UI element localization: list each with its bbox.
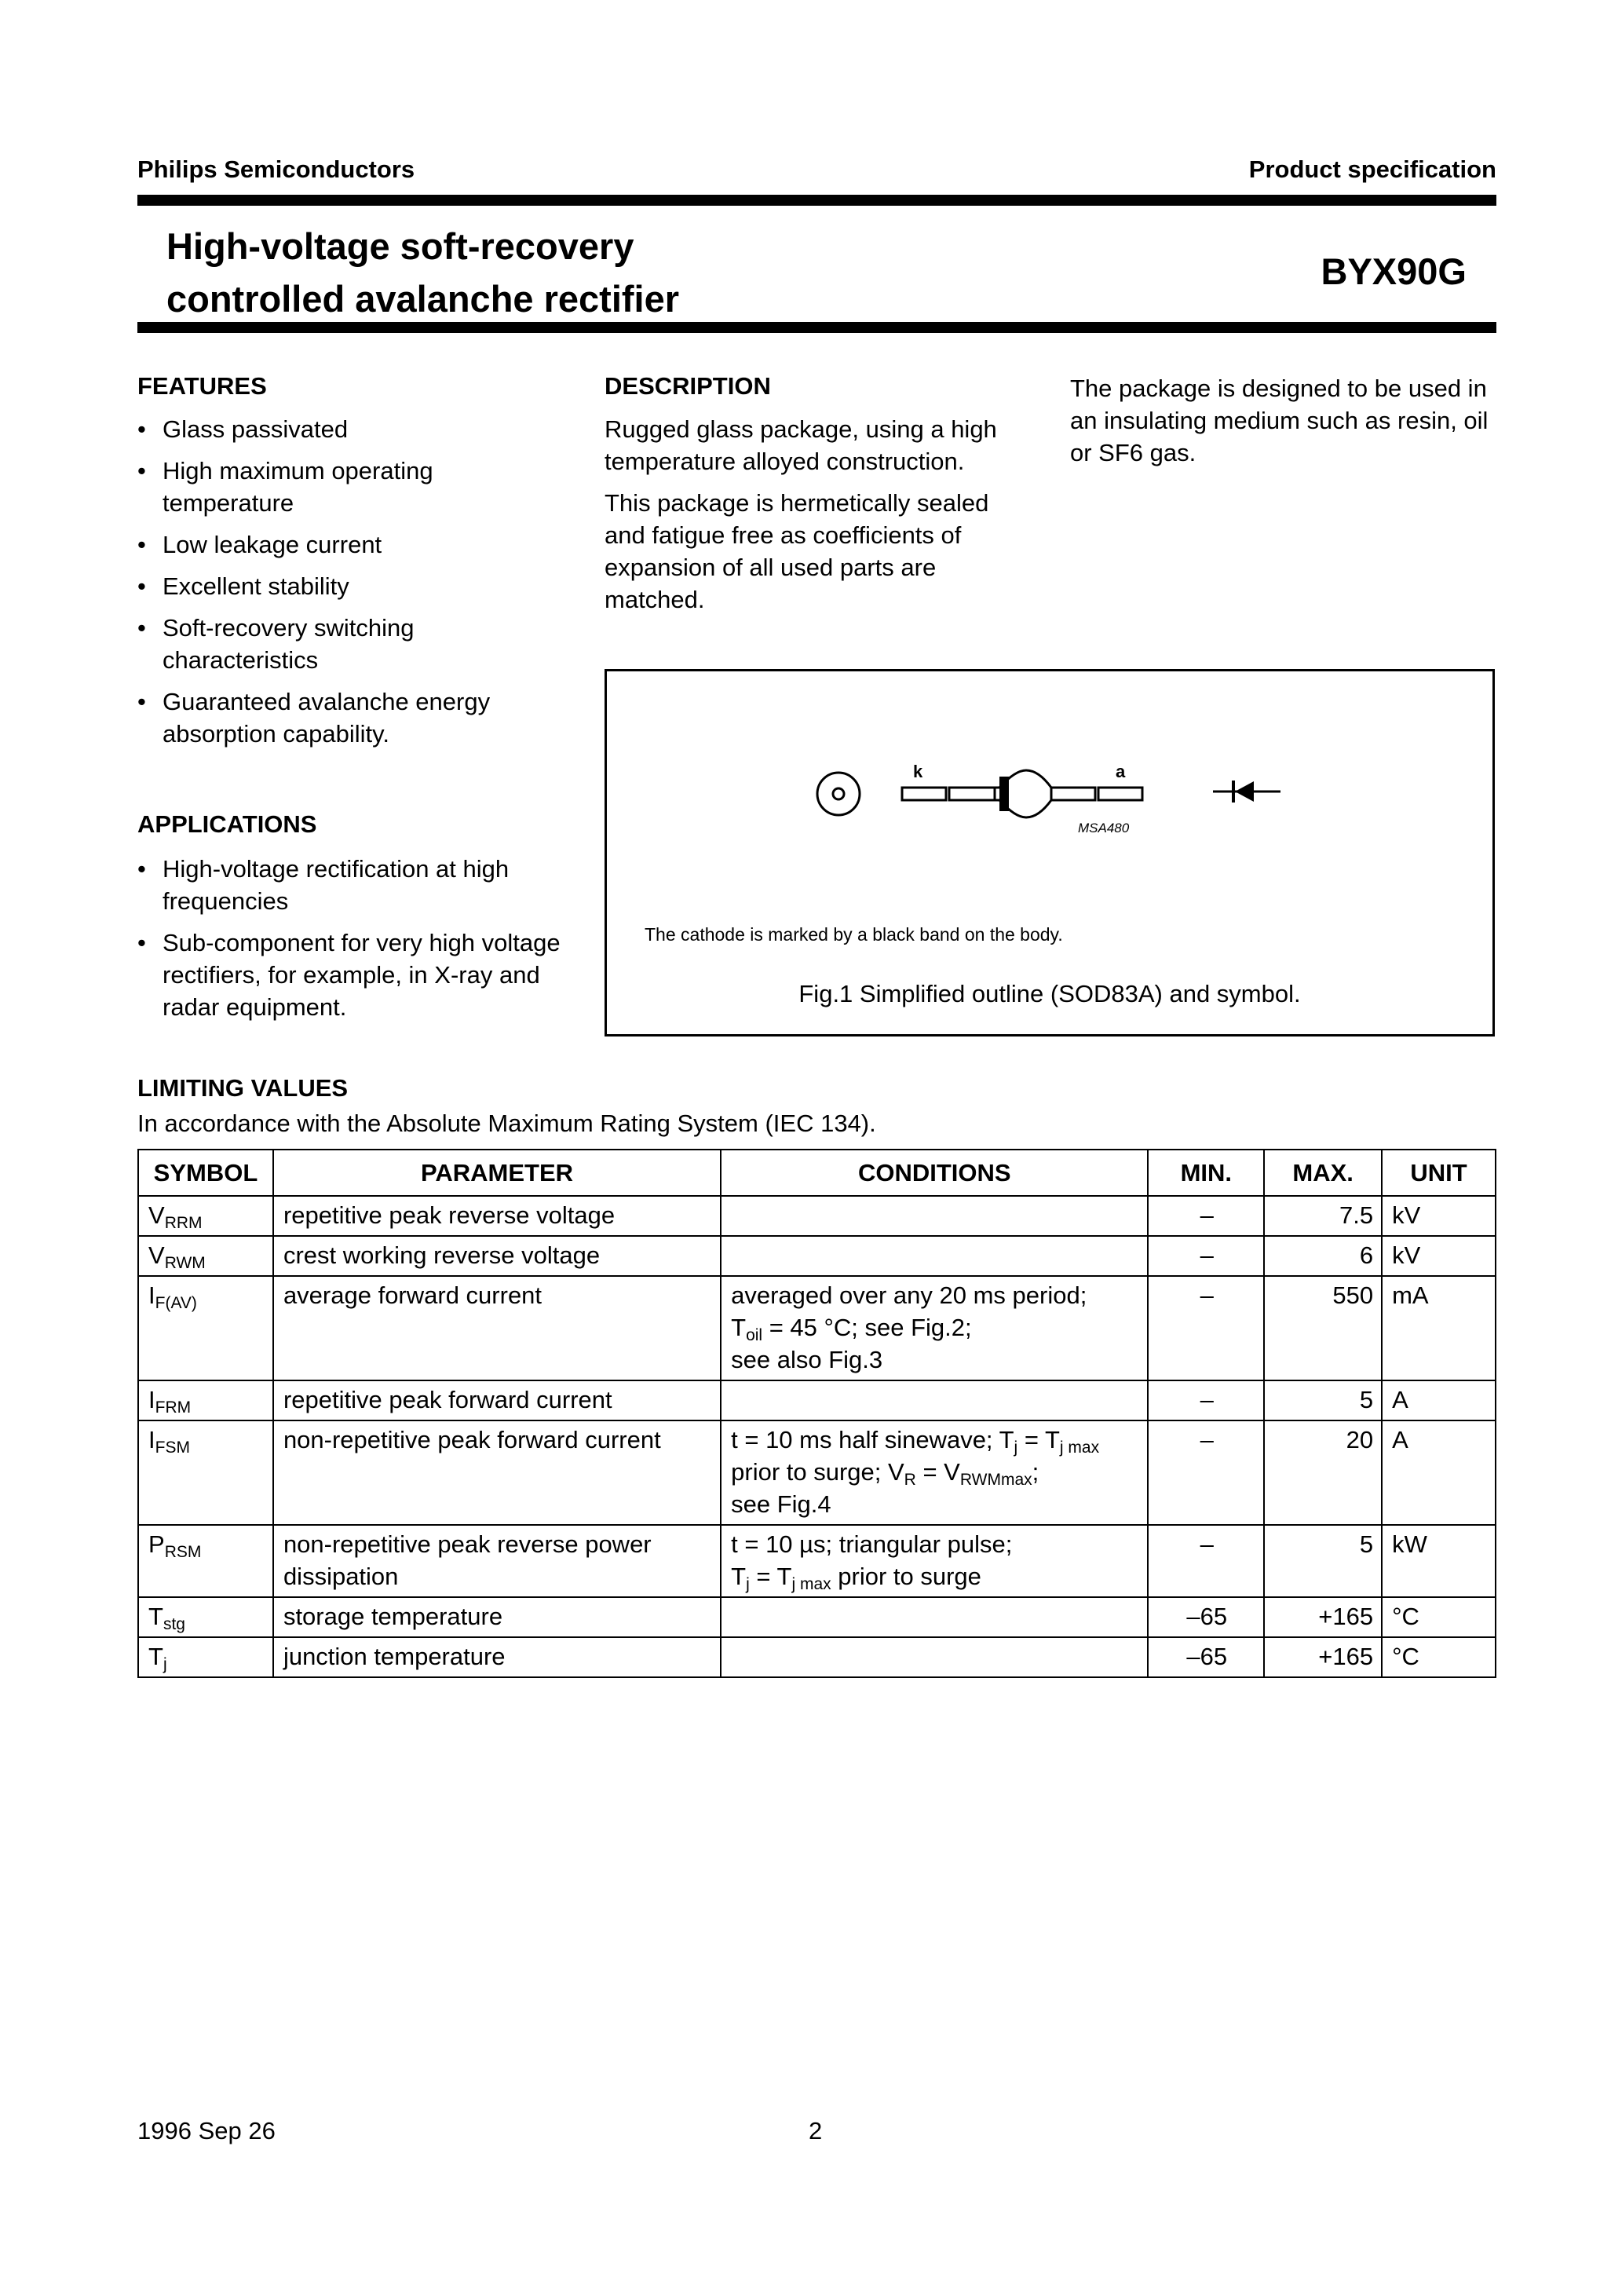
cell-min: –65	[1148, 1597, 1264, 1637]
doc-type: Product specification	[1248, 155, 1496, 183]
title-line-2: controlled avalanche rectifier	[166, 278, 680, 320]
cell-max: +165	[1264, 1637, 1382, 1677]
cell-conditions	[721, 1597, 1148, 1637]
lead-right	[1098, 788, 1142, 800]
cell-unit: kV	[1382, 1196, 1496, 1236]
end-view-circle	[817, 773, 860, 815]
footer-date: 1996 Sep 26	[137, 2117, 276, 2144]
col-parameter: PARAMETER	[273, 1150, 721, 1196]
cell-symbol: $T_{stg}$	[138, 1597, 273, 1637]
cell-symbol: $T_j$	[138, 1637, 273, 1677]
cell-symbol: $I_{FSM}$	[138, 1420, 273, 1525]
cell-parameter: repetitive peak forward current	[273, 1380, 721, 1420]
cell-min: –	[1148, 1420, 1264, 1525]
cell-unit: A	[1382, 1420, 1496, 1525]
header-rule-top	[137, 195, 1496, 206]
cell-conditions	[721, 1637, 1148, 1677]
cell-max: 6	[1264, 1236, 1382, 1276]
cell-min: –	[1148, 1196, 1264, 1236]
symbol-triangle	[1235, 781, 1254, 802]
features-list	[137, 413, 561, 750]
cell-max: 5	[1264, 1525, 1382, 1597]
table-row	[138, 1196, 1496, 1236]
table-row	[138, 1525, 1496, 1597]
cell-min: –	[1148, 1276, 1264, 1380]
cell-min: –	[1148, 1525, 1264, 1597]
col-unit: UNIT	[1382, 1150, 1496, 1196]
list-item: • Guaranteed avalanche energy absorption capability.	[137, 686, 561, 750]
header-rule-bottom	[137, 322, 1496, 333]
figure-code: MSA480	[1078, 821, 1130, 835]
company-name: Philips Semiconductors	[137, 155, 415, 183]
cell-symbol: $V_{RWM}$	[138, 1236, 273, 1276]
limiting-values-heading: LIMITING VALUES	[137, 1074, 349, 1102]
cell-min: –65	[1148, 1637, 1264, 1677]
cell-unit: °C	[1382, 1637, 1496, 1677]
list-item: • Sub-component for very high voltage rectifiers, for example, in X-ray and radar equipment.	[137, 927, 561, 1023]
cell-unit: kV	[1382, 1236, 1496, 1276]
table-row	[138, 1597, 1496, 1637]
description-para-2: This package is hermetically sealed and fatigue free as coefficients of expansion of all used parts are matched.	[605, 489, 989, 613]
cell-min: –	[1148, 1236, 1264, 1276]
title-line-1: High-voltage soft-recovery	[166, 225, 634, 267]
col-min: MIN.	[1148, 1150, 1264, 1196]
cell-conditions	[721, 1380, 1148, 1420]
figure-box	[605, 669, 1495, 1036]
list-item: • High maximum operating temperature	[137, 455, 561, 519]
cell-parameter: non-repetitive peak reverse power dissipation	[273, 1525, 721, 1597]
description-para-1: Rugged glass package, using a high temperature alloyed construction.	[605, 415, 997, 475]
cell-symbol: $P_{RSM}$	[138, 1525, 273, 1597]
cell-unit: °C	[1382, 1597, 1496, 1637]
footer-page-number: 2	[809, 2117, 823, 2144]
label-a: a	[1116, 762, 1126, 781]
cell-parameter: crest working reverse voltage	[273, 1236, 721, 1276]
list-item: • High-voltage rectification at high frequencies	[137, 853, 561, 917]
cell-min: –	[1148, 1380, 1264, 1420]
list-item: • Excellent stability	[137, 570, 561, 602]
table-row	[138, 1380, 1496, 1420]
cell-conditions: averaged over any 20 ms period; $T_{oil} = 45$ °C; see Fig.2; see also Fig.3	[721, 1276, 1148, 1380]
cell-parameter: average forward current	[273, 1276, 721, 1380]
applications-list	[137, 853, 561, 1023]
description-para-3: The package is designed to be used in an insulating medium such as resin, oil or SF6 gas.	[1070, 375, 1489, 466]
package-outline-drawing	[607, 671, 1492, 828]
lead-left	[902, 788, 946, 800]
part-number: BYX90G	[1321, 250, 1467, 292]
applications-heading: APPLICATIONS	[137, 810, 317, 838]
cell-symbol: $I_{FRM}$	[138, 1380, 273, 1420]
list-item: • Low leakage current	[137, 528, 561, 561]
table-row	[138, 1420, 1496, 1525]
cell-parameter: non-repetitive peak forward current	[273, 1420, 721, 1525]
cathode-band	[999, 777, 1009, 811]
list-item: • Glass passivated	[137, 413, 561, 445]
col-conditions: CONDITIONS	[721, 1150, 1148, 1196]
lead-right-inner	[1051, 788, 1095, 800]
features-section	[137, 372, 561, 759]
cell-max: 7.5	[1264, 1196, 1382, 1236]
description-section	[605, 372, 1028, 616]
figure-caption: Fig.1 Simplified outline (SOD83A) and symbol.	[798, 980, 1301, 1007]
cell-max: 20	[1264, 1420, 1382, 1525]
cell-conditions: t = 10 µs; triangular pulse; $T_j = T_{j max}$ prior to surge	[721, 1525, 1148, 1597]
table-row	[138, 1637, 1496, 1677]
end-view-centre	[833, 788, 844, 799]
label-k: k	[913, 762, 923, 781]
cell-max: 5	[1264, 1380, 1382, 1420]
cell-unit: kW	[1382, 1525, 1496, 1597]
limiting-values-table	[137, 1149, 1496, 1678]
cell-unit: mA	[1382, 1276, 1496, 1380]
table-row	[138, 1276, 1496, 1380]
cell-parameter: junction temperature	[273, 1637, 721, 1677]
list-item: • Soft-recovery switching characteristics	[137, 612, 561, 676]
figure-note: The cathode is marked by a black band on the body.	[645, 924, 1063, 945]
cell-parameter: storage temperature	[273, 1597, 721, 1637]
table-header-row	[138, 1150, 1496, 1196]
page-title	[166, 220, 679, 325]
cell-parameter: repetitive peak reverse voltage	[273, 1196, 721, 1236]
col-max: MAX.	[1264, 1150, 1382, 1196]
cell-unit: A	[1382, 1380, 1496, 1420]
cell-conditions	[721, 1196, 1148, 1236]
cell-max: +165	[1264, 1597, 1382, 1637]
features-heading: FEATURES	[137, 372, 267, 400]
cell-conditions: t = 10 ms half sinewave; $T_j = T_{j max}$ prior to surge; $V_R = V_{RWMmax}$; see Fig.4	[721, 1420, 1148, 1525]
cell-conditions	[721, 1236, 1148, 1276]
description-heading: DESCRIPTION	[605, 372, 771, 400]
cell-max: 550	[1264, 1276, 1382, 1380]
col-symbol: SYMBOL	[138, 1150, 273, 1196]
lead-left-inner	[949, 788, 995, 800]
cell-symbol: $V_{RRM}$	[138, 1196, 273, 1236]
cell-symbol: $I_{F(AV)}$	[138, 1276, 273, 1380]
table-row	[138, 1236, 1496, 1276]
limiting-values-intro: In accordance with the Absolute Maximum Rating System (IEC 134).	[137, 1110, 876, 1137]
applications-section	[137, 810, 561, 1033]
